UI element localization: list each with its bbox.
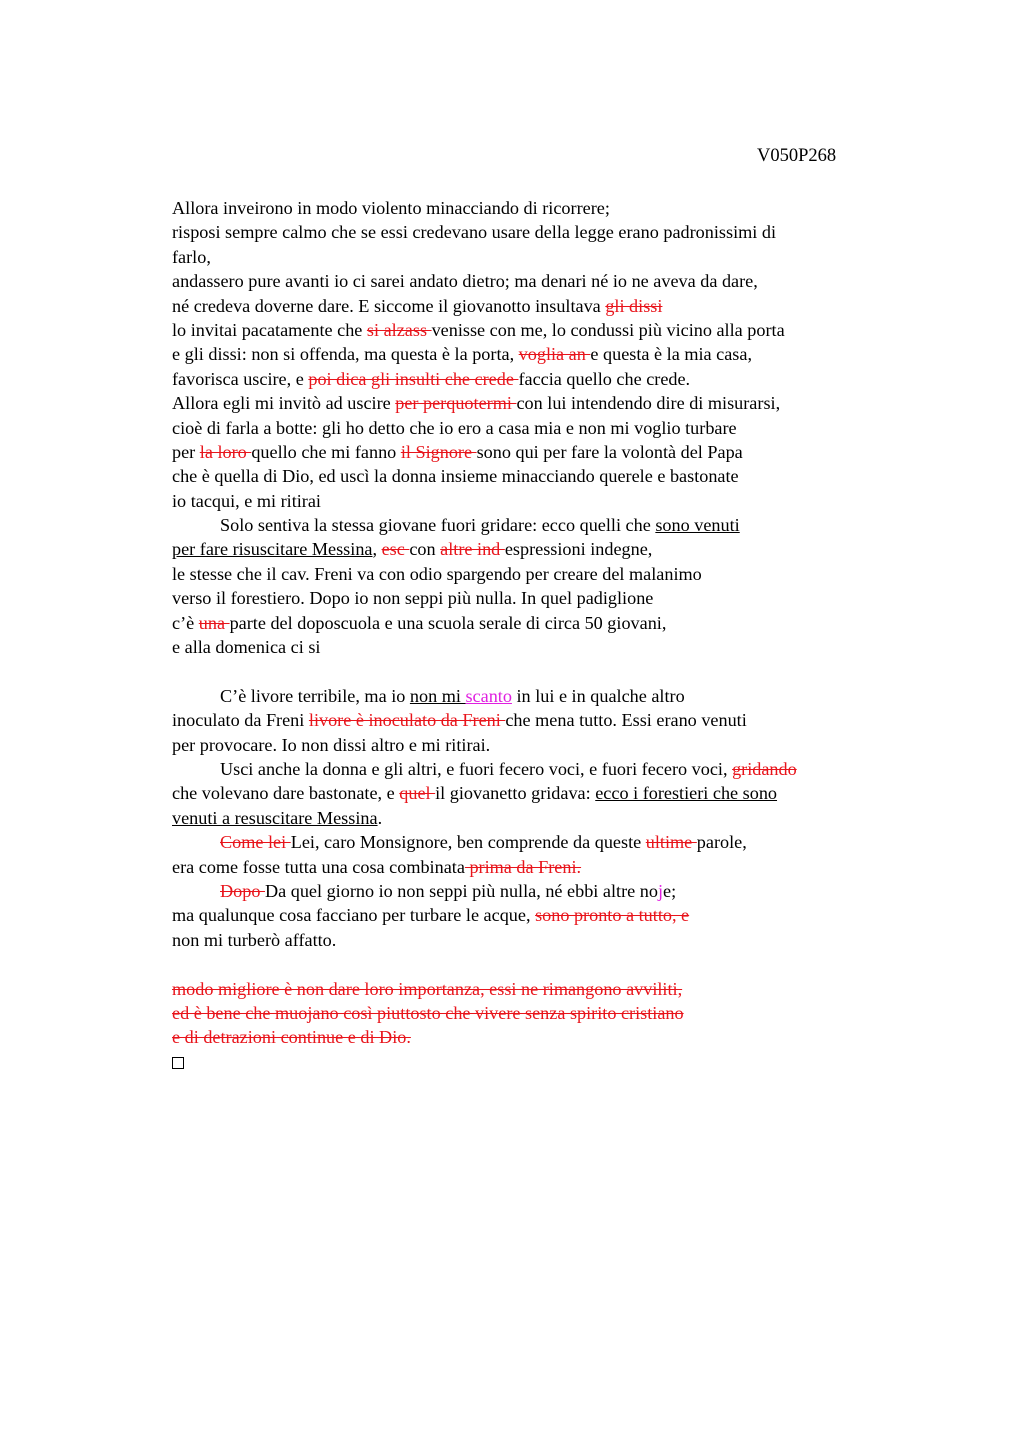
text-line	[172, 733, 902, 757]
text-line	[172, 464, 902, 488]
underlined-text: sono venuti	[655, 515, 740, 536]
text-run: ,	[372, 539, 382, 560]
deleted-text: sono pronto a tutto, e	[535, 905, 690, 926]
text-line	[172, 586, 902, 610]
underlined-text: per fare risuscitare Messina	[172, 539, 373, 560]
text-line	[172, 879, 902, 903]
underlined-text: venuti a resuscitare Messina	[172, 807, 378, 828]
text-run: le stesse che il cav. Freni va con odio spargendo per creare del malanimo	[172, 563, 702, 584]
text-line	[172, 855, 902, 879]
deleted-text: ultime	[645, 832, 697, 853]
text-run: che mena tutto. Essi erano venuti	[505, 710, 747, 731]
deleted-text: e di detrazioni continue e di Dio.	[172, 1027, 411, 1048]
text-run: e;	[663, 880, 677, 901]
text-line	[172, 806, 902, 830]
text-run: in lui e in qualche altro	[511, 685, 685, 706]
deleted-text: esc	[381, 539, 410, 560]
inserted-word: scanto	[465, 685, 512, 706]
deleted-text: si alzass	[366, 319, 432, 340]
text-run: era come fosse tutta una cosa combinata	[172, 856, 465, 877]
text-run: che volevano dare bastonate, e	[172, 783, 400, 804]
text-run: il giovanetto gridava:	[435, 783, 596, 804]
text-line	[172, 367, 902, 391]
text-run: sono qui per fare la volontà del Papa	[476, 441, 743, 462]
blank-line	[172, 659, 902, 683]
text-line	[172, 391, 902, 415]
deleted-text: la loro	[199, 441, 252, 462]
text-line	[172, 269, 902, 293]
deleted-text: modo migliore è non dare loro importanza, essi ne rimangono avviliti,	[172, 978, 683, 999]
text-line	[172, 294, 902, 318]
text-run: e gli dissi: non si offenda, ma questa è la porta,	[172, 344, 519, 365]
text-run: che è quella di Dio, ed uscì la donna insieme minacciando querele e bastonate	[172, 466, 739, 487]
text-line	[172, 562, 902, 586]
text-run: C’è livore terribile, ma io	[220, 685, 410, 706]
text-run: e alla domenica ci si	[172, 637, 321, 658]
text-run: con lui intendendo dire di misurarsi,	[516, 393, 781, 414]
text-line	[172, 830, 902, 854]
text-run: faccia quello che crede.	[518, 368, 691, 389]
text-run: ma qualunque cosa facciano per turbare le acque,	[172, 905, 536, 926]
text-run: né credeva doverne dare. E siccome il giovanotto insultava	[172, 295, 606, 316]
deleted-text: per perquotermi	[395, 393, 517, 414]
deleted-text: il Signore	[400, 441, 477, 462]
deleted-text: una	[198, 612, 230, 633]
text-run: con	[409, 539, 441, 560]
text-run: Da quel giorno io non seppi più nulla, né ebbi altre no	[264, 880, 658, 901]
deleted-text: voglia an	[518, 344, 591, 365]
text-line	[172, 342, 902, 366]
text-run: espressioni indegne,	[504, 539, 653, 560]
deleted-text: poi dica gli insulti che crede	[308, 368, 519, 389]
text-line	[172, 977, 902, 1001]
text-run: Allora egli mi invitò ad uscire	[172, 393, 396, 414]
end-marker-line	[172, 1050, 902, 1074]
text-run: andassero pure avanti io ci sarei andato dietro; ma denari né io ne aveva da dare,	[172, 271, 758, 292]
text-line	[172, 781, 902, 805]
text-run: .	[377, 807, 383, 828]
text-line	[172, 537, 902, 561]
text-line	[172, 245, 902, 269]
underlined-text: non mi	[409, 685, 466, 706]
text-run: Solo sentiva la stessa giovane fuori gridare: ecco quelli che	[220, 515, 656, 536]
text-run: Lei, caro Monsignore, ben comprende da queste	[290, 832, 646, 853]
text-run: risposi sempre calmo che se essi credevano usare della legge erano padronissimi di	[172, 222, 777, 243]
text-run: lo invitai pacatamente che	[172, 319, 367, 340]
text-line	[172, 611, 902, 635]
deleted-text: gli dissi	[605, 295, 663, 316]
deleted-text: altre ind	[440, 539, 505, 560]
deleted-text: gridando	[732, 758, 797, 779]
text-run: per provocare. Io non dissi altro e mi ritirai.	[172, 734, 491, 755]
letter-body	[172, 196, 902, 1074]
deleted-text: livore è inoculato da Freni	[308, 710, 506, 731]
deleted-text: quel	[399, 783, 436, 804]
text-line	[172, 440, 902, 464]
text-run: per	[172, 441, 200, 462]
underlined-text: ecco i forestieri che sono	[595, 783, 778, 804]
deleted-text: Come lei	[220, 832, 291, 853]
text-run: non mi turberò affatto.	[172, 929, 337, 950]
page-identifier: V050P268	[757, 146, 837, 166]
text-run: io tacqui, e mi ritirai	[172, 490, 321, 511]
text-run: inoculato da Freni	[172, 710, 309, 731]
text-run: verso il forestiero. Dopo io non seppi più nulla. In quel padiglione	[172, 588, 654, 609]
text-run: c’è	[172, 612, 199, 633]
text-run: venisse con me, lo condussi più vicino alla porta	[431, 319, 785, 340]
text-line	[172, 196, 902, 220]
text-run: parte del doposcuola e una scuola serale di circa 50 giovani,	[229, 612, 667, 633]
blank-line	[172, 952, 902, 976]
text-run: Usci anche la donna e gli altri, e fuori fecero voci, e fuori fecero voci,	[220, 758, 733, 779]
text-line	[172, 903, 902, 927]
text-line	[172, 708, 902, 732]
square-box-icon	[172, 1057, 184, 1069]
deleted-text: Dopo	[220, 880, 265, 901]
text-line	[172, 635, 902, 659]
text-line	[172, 220, 902, 244]
text-line	[172, 513, 902, 537]
text-run: parole,	[696, 832, 747, 853]
inserted-letter: j	[657, 880, 663, 901]
text-line	[172, 1001, 902, 1025]
text-run: cioè di farla a botte: gli ho detto che io ero a casa mia e non mi voglio turbare	[172, 417, 737, 438]
text-run: favorisca uscire, e	[172, 368, 309, 389]
text-run: farlo,	[172, 246, 211, 267]
text-line	[172, 928, 902, 952]
text-line	[172, 757, 902, 781]
text-run: quello che mi fanno	[251, 441, 401, 462]
deleted-text: ed è bene che muojano così piuttosto che vivere senza spirito cristiano	[172, 1002, 684, 1023]
text-line	[172, 684, 902, 708]
text-run: Allora inveirono in modo violento minacciando di ricorrere;	[172, 198, 610, 218]
text-line	[172, 1025, 902, 1049]
text-line	[172, 416, 902, 440]
text-run: e questa è la mia casa,	[590, 344, 752, 365]
text-line	[172, 489, 902, 513]
deleted-text: prima da Freni.	[464, 856, 582, 877]
text-line	[172, 318, 902, 342]
